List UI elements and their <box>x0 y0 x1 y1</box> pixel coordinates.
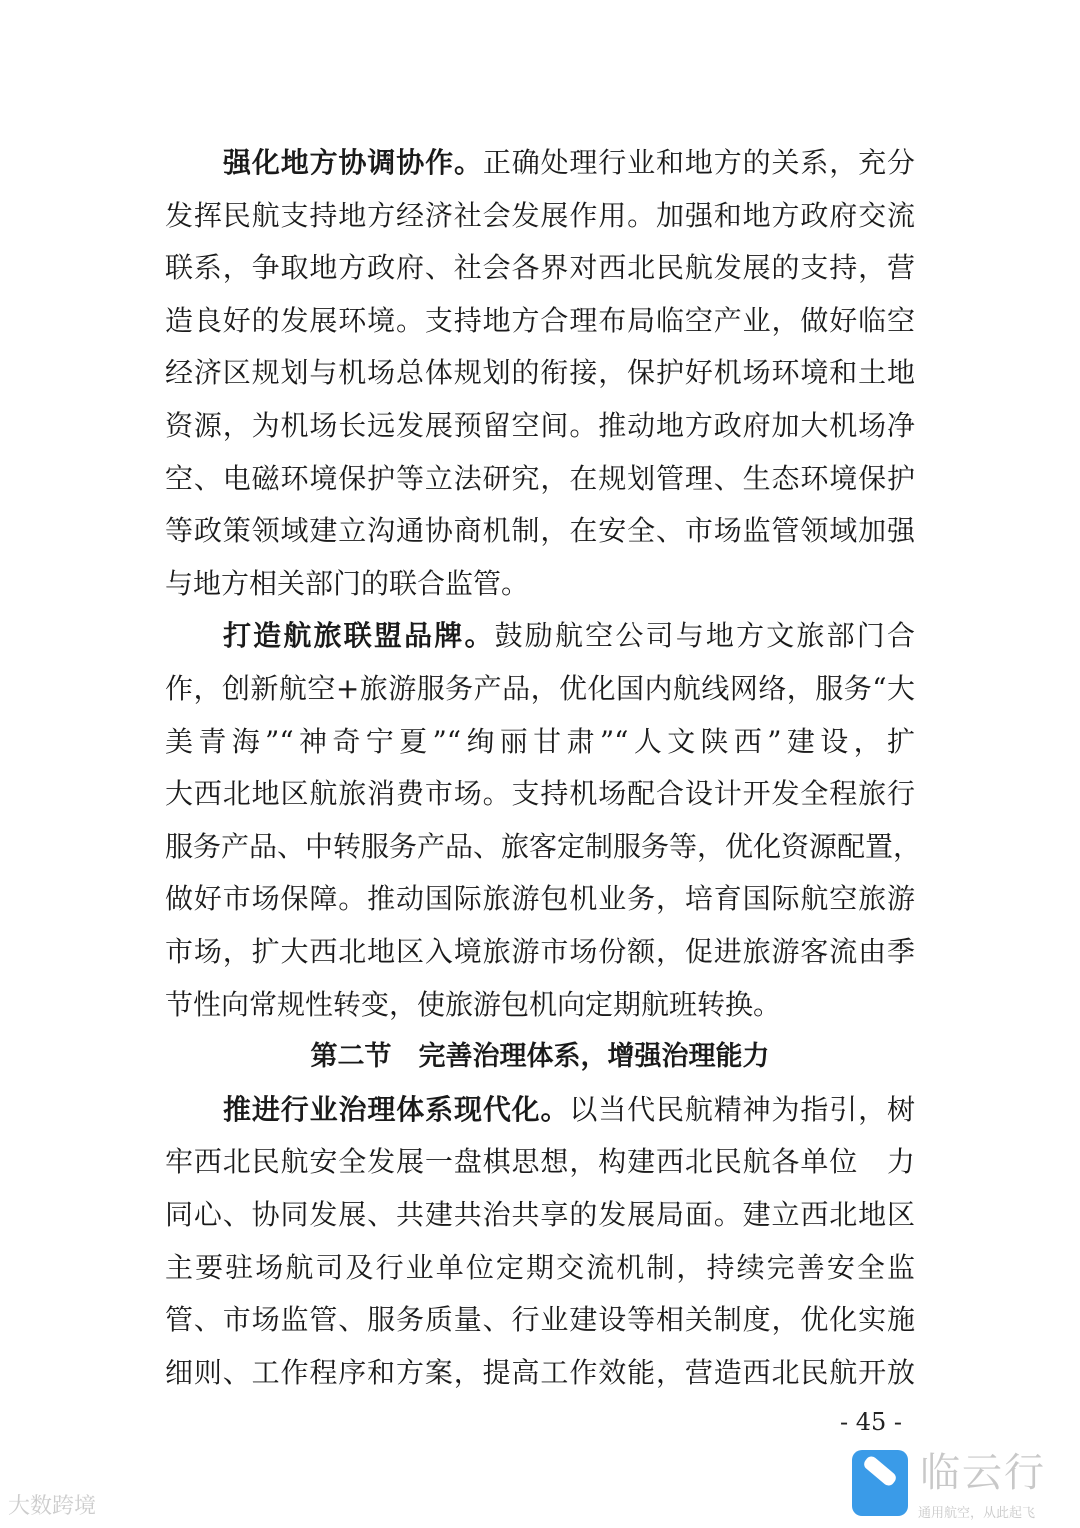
line-text: 发挥民航支持地方经济社会发展作用。加强和地方政府交流 <box>165 198 915 232</box>
text-line <box>165 1300 915 1340</box>
line-text: 管、市场监管、服务质量、行业建设等相关制度，优化实施 <box>165 1303 915 1337</box>
text-line <box>223 1090 915 1130</box>
page-number: - 45 - <box>840 1408 903 1436</box>
section-heading <box>0 1037 1080 1077</box>
line-text: 市场，扩大西北地区入境旅游市场份额，促进旅游客流由季 <box>165 935 915 968</box>
line-text: 鼓励航空公司与地方文旅部门合 <box>494 619 915 653</box>
text-line <box>165 459 915 499</box>
watermark-subtitle: 通用航空，从此起飞 <box>918 1506 1036 1521</box>
line-text: 资源，为机场长远发展预留空间。推动地方政府加大机场净 <box>165 409 915 442</box>
watermark-right-logo <box>852 1450 1072 1528</box>
text-line <box>165 406 915 446</box>
line-text: 经济区规划与机场总体规划的衔接，保护好机场环境和土地 <box>165 356 915 390</box>
text-line <box>165 196 915 236</box>
line-text: 主要驻场航司及行业单位定期交流机制，持续完善安全监 <box>165 1250 915 1284</box>
line-text: 联系，争取地方政府、社会各界对西北民航发展的支持，营 <box>165 251 915 285</box>
line-text: 作，创新航空+旅游服务产品，优化国内航线网络，服务“大 <box>165 672 915 705</box>
line-text: 造良好的发展环境。支持地方合理布局临空产业，做好临空 <box>165 303 915 337</box>
text-line <box>165 564 915 604</box>
paragraph-lead: 强化地方协调协作。 <box>223 146 483 179</box>
line-text: 等政策领域建立沟通协商机制，在安全、市场监管领域加强 <box>165 514 915 548</box>
paragraph-lead: 推进行业治理体系现代化。 <box>223 1092 570 1126</box>
text-line <box>223 143 915 183</box>
text-line <box>165 1195 915 1235</box>
line-text: 节性向常规性转变，使旅游包机向定期航班转换。 <box>165 987 782 1021</box>
paragraph-lead: 打造航旅联盟品牌。 <box>223 619 495 653</box>
line-text: 大西北地区航旅消费市场。支持机场配合设计开发全程旅行 <box>165 777 915 811</box>
text-line <box>165 1142 915 1182</box>
line-text: 做好市场保障。推动国际旅游包机业务，培育国际航空旅游 <box>165 882 915 916</box>
text-line <box>165 1248 915 1288</box>
text-line <box>223 616 915 656</box>
text-line <box>165 879 915 919</box>
text-line <box>165 722 915 762</box>
text-line <box>165 932 915 972</box>
text-line <box>165 774 915 814</box>
line-text: 牢西北民航安全发展一盘棋思想，构建西北民航各单位 力 <box>165 1145 915 1179</box>
watermark-left: 大数跨境 <box>8 1494 97 1519</box>
line-text: 第二节 完善治理体系，增强治理能力 <box>310 1041 770 1073</box>
line-text: 与地方相关部门的联合监管。 <box>165 566 530 600</box>
text-line <box>165 248 915 288</box>
watermark-title: 临云行 <box>920 1450 1046 1496</box>
line-text: 细则、工作程序和方案，提高工作效能，营造西北民航开放 <box>165 1355 915 1389</box>
text-line <box>165 1353 915 1393</box>
line-text: 正确处理行业和地方的关系，充分 <box>482 146 915 179</box>
text-line <box>165 301 915 341</box>
airplane-logo-icon <box>852 1450 908 1516</box>
line-text: 同心、协同发展、共建共治共享的发展局面。建立西北地区 <box>165 1198 915 1231</box>
line-text: 美青海”“神奇宁夏”“绚丽甘肃”“人文陕西”建设，扩 <box>165 724 915 758</box>
text-line <box>165 669 915 709</box>
line-text: 服务产品、中转服务产品、旅客定制服务等，优化资源配置， <box>165 829 922 863</box>
text-line <box>165 827 922 867</box>
text-line <box>165 353 915 393</box>
text-line <box>165 511 915 551</box>
line-text: 以当代民航精神为指引，树 <box>569 1092 915 1126</box>
line-text: 空、电磁环境保护等立法研究，在规划管理、生态环境保护 <box>165 461 915 495</box>
text-line <box>165 985 915 1025</box>
